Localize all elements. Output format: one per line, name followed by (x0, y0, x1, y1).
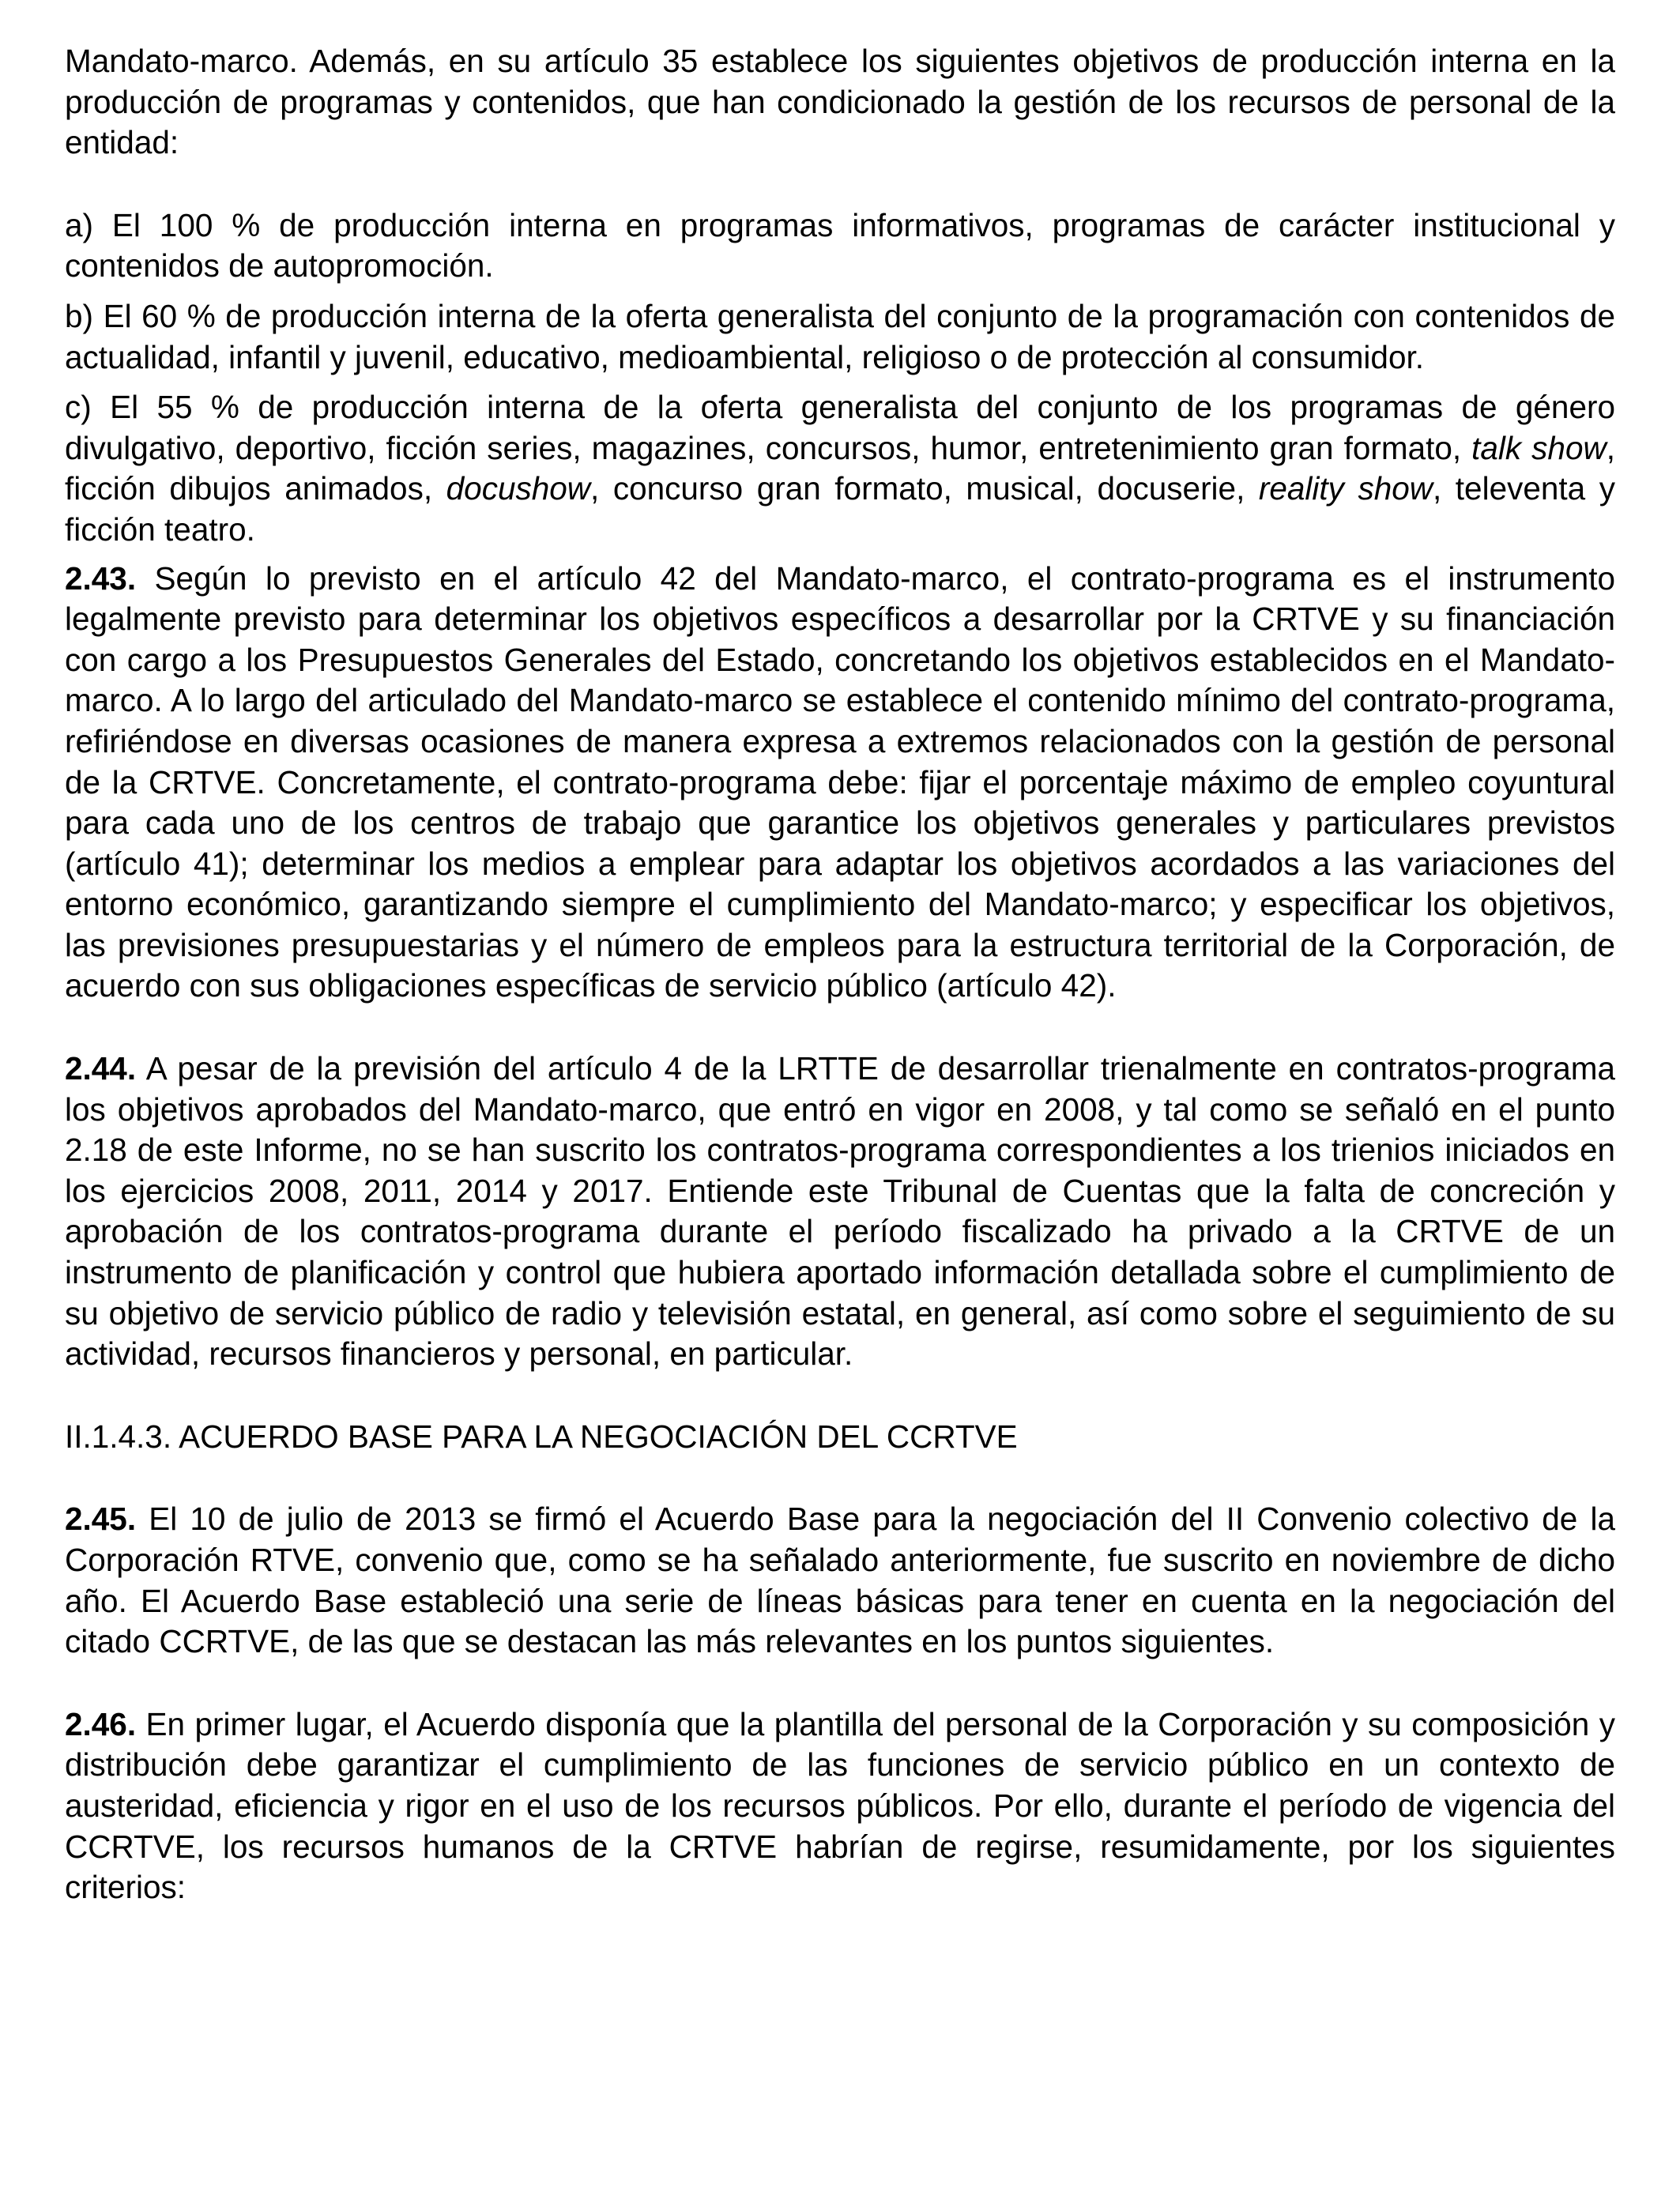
paragraph-number-2-43: 2.43. (65, 559, 137, 597)
item-c-text-3: , concurso gran formato, musical, docuserie, (590, 470, 1259, 507)
paragraph-2-44 (65, 1049, 1615, 1375)
paragraph-text-2-43: Según lo previsto en el artículo 42 del Mandato-marco, el contrato-programa es el instrumento legalmente previsto para determinar los objetivos específicos a desarrollar por la CRTVE y su financiación con cargo a los Presupuestos Generales del Estado, concretando los objetivos establecidos en el Mandato-marco. A lo largo del articulado del Mandato-marco se establece el contenido mínimo del contrato-programa, refiriéndose en diversas ocasiones de manera expresa a extremos relacionados con la gestión de personal de la CRTVE. Concretamente, el contrato-programa debe: fijar el porcentaje máximo de empleo coyuntural para cada uno de los centros de trabajo que garantice los objetivos generales y particulares previstos (artículo 41); determinar los medios a emplear para adaptar los objetivos acordados a las variaciones del entorno económico, garantizando siempre el cumplimiento del Mandato-marco; y especificar los objetivos, las previsiones presupuestarias y el número de empleos para la estructura territorial de la Corporación, de acuerdo con sus obligaciones específicas de servicio público (artículo 42). (65, 559, 1615, 1004)
paragraph-item-a: a) El 100 % de producción interna en programas informativos, programas de carácter institucional y contenidos de autopromoción. (65, 206, 1615, 284)
paragraph-item-b: b) El 60 % de producción interna de la oferta generalista del conjunto de la programación con contenidos de actualidad, infantil y juvenil, educativo, medioambiental, religioso o de protección al consumidor. (65, 297, 1615, 375)
item-c-text-1: c) El 55 % de producción interna de la oferta generalista del conjunto de los programas de género divulgativo, deportivo, ficción series, magazines, concursos, humor, entretenimiento gran formato, (65, 389, 1615, 466)
paragraph-text-2-46: En primer lugar, el Acuerdo disponía que la plantilla del personal de la Corporación y su composición y distribución debe garantizar el cumplimiento de las funciones de servicio público en un contexto de austeridad, eficiencia y rigor en el uso de los recursos públicos. Por ello, durante el período de vigencia del CCRTVE, los recursos humanos de la CRTVE habrían de regirse, resumidamente, por los siguientes criterios: (65, 1705, 1615, 1906)
paragraph-intro: Mandato-marco. Además, en su artículo 35 establece los siguientes objetivos de producción interna en la producción de programas y contenidos, que han condicionado la gestión de los recursos de personal de la entidad: (65, 43, 1615, 161)
paragraph-2-43 (65, 559, 1615, 1007)
item-c-text-2: , ficción dibujos animados, (65, 429, 1615, 507)
section-heading: II.1.4.3. ACUERDO BASE PARA LA NEGOCIACIÓN DEL CCRTVE (65, 1418, 1018, 1455)
paragraph-item-c (65, 387, 1615, 550)
paragraph-number-2-45: 2.45. (65, 1501, 137, 1538)
item-c-italic-reality-show: reality show (1258, 470, 1433, 507)
paragraph-2-46 (65, 1704, 1615, 1908)
paragraph-number-2-46: 2.46. (65, 1705, 137, 1742)
paragraph-text-2-44: A pesar de la previsión del artículo 4 de la LRTTE de desarrollar trienalmente en contratos-programa los objetivos aprobados del Mandato-marco, que entró en vigor en 2008, y tal como se señaló en el punto 2.18 de este Informe, no se han suscrito los contratos-programa correspondientes a los trienios iniciados en los ejercicios 2008, 2011, 2014 y 2017. Entiende este Tribunal de Cuentas que la falta de concreción y aprobación de los contratos-programa durante el período fiscalizado ha privado a la CRTVE de un instrumento de planificación y control que hubiera aportado información detallada sobre el cumplimiento de su objetivo de servicio público de radio y televisión estatal, en general, así como sobre el seguimiento de su actividad, recursos financieros y personal, en particular. (65, 1050, 1615, 1373)
paragraph-number-2-44: 2.44. (65, 1050, 137, 1087)
item-c-italic-docushow: docushow (446, 470, 591, 507)
item-c-italic-talk-show: talk show (1471, 429, 1607, 466)
document-page (65, 41, 1615, 1908)
item-c-text-4: , televenta y ficción teatro. (65, 470, 1615, 548)
paragraph-text-2-45: El 10 de julio de 2013 se firmó el Acuerdo Base para la negociación del II Convenio colectivo de la Corporación RTVE, convenio que, como se ha señalado anteriormente, fue suscrito en noviembre de dicho año. El Acuerdo Base estableció una serie de líneas básicas para tener en cuenta en la negociación del citado CCRTVE, de las que se destacan las más relevantes en los puntos siguientes. (65, 1501, 1615, 1660)
paragraph-2-45 (65, 1499, 1615, 1662)
